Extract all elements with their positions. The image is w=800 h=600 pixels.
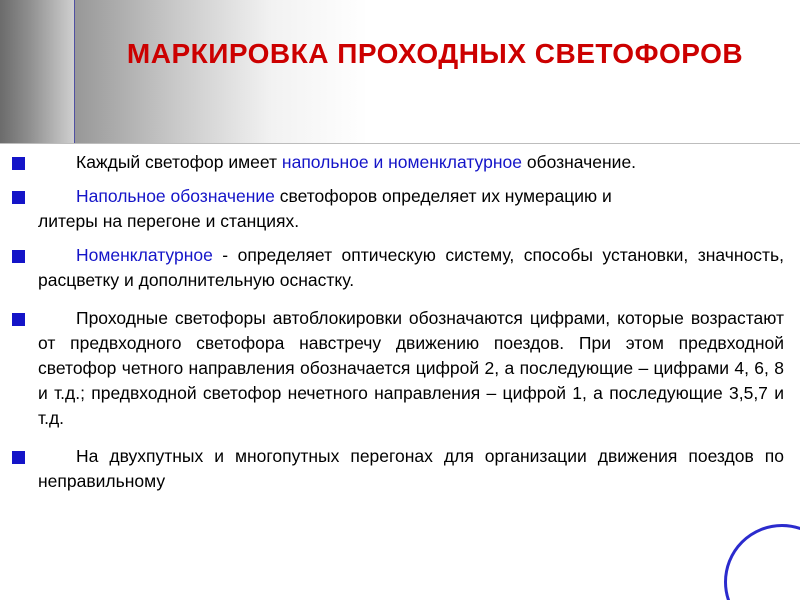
paragraph-text-1c: обозначение. bbox=[521, 152, 637, 172]
header-rule bbox=[0, 143, 800, 144]
paragraph-text-3b: - определяет оптическую систему, способы установки, значность, расцветку и дополнительную оснастку. bbox=[38, 245, 784, 290]
banner-gradient-strip bbox=[0, 0, 74, 143]
square-bullet-icon bbox=[12, 451, 25, 464]
bullet-paragraph bbox=[0, 306, 800, 431]
banner-divider-line bbox=[74, 0, 75, 143]
square-bullet-icon bbox=[12, 191, 25, 204]
square-bullet-icon bbox=[12, 157, 25, 170]
paragraph-text-2a: Напольное обозначение bbox=[76, 186, 275, 206]
bullet-paragraph bbox=[0, 243, 800, 293]
page-title: МАРКИРОВКА ПРОХОДНЫХ СВЕТОФОРОВ bbox=[126, 38, 744, 69]
slide-body bbox=[0, 150, 800, 600]
bullet-paragraph bbox=[0, 150, 800, 175]
paragraph-text-2b: светофоров определяет их нумерацию и bbox=[274, 186, 612, 206]
paragraph-text-2c: литеры на перегоне и станциях. bbox=[38, 211, 300, 231]
paragraph-text-3a: Номенклатурное bbox=[76, 245, 213, 265]
paragraph-text-1a: Каждый светофор имеет bbox=[76, 152, 282, 172]
paragraph-text-4: Проходные светофоры автоблокировки обозначаются цифрами, которые возрастают от предвходного светофора навстречу движению поездов. При этом предвходной светофор четного направления обозначается цифрой 2, а последующие – цифрами 4, 6, 8 и т.д.; предвходной светофор нечетного направления – цифрой 1, а последующие 3,5,7 и т.д. bbox=[38, 308, 784, 428]
paragraph-text-1b: напольное и номенклатурное bbox=[281, 152, 522, 172]
square-bullet-icon bbox=[12, 250, 25, 263]
bullet-paragraph bbox=[0, 444, 800, 494]
square-bullet-icon bbox=[12, 313, 25, 326]
bullet-paragraph bbox=[0, 184, 800, 234]
title-banner bbox=[0, 0, 800, 143]
paragraph-text-5: На двухпутных и многопутных перегонах для организации движения поездов по неправильному bbox=[38, 446, 784, 491]
